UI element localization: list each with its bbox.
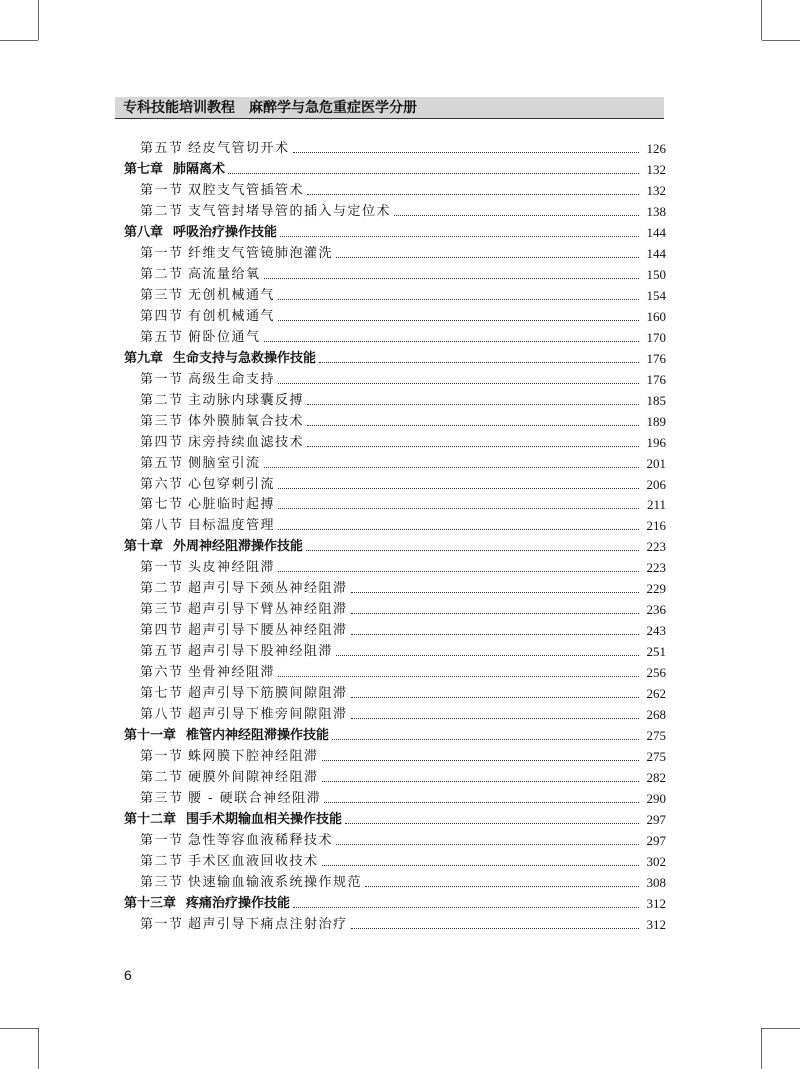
toc-entry-label [124,434,304,452]
toc-entry-number: 第三节 [140,602,184,618]
dot-leader [351,697,639,698]
toc-entry-title: 超声引导下腰丛神经阻滞 [188,623,348,639]
page-number: 6 [124,967,132,983]
toc-entry-label [124,895,290,913]
toc-entry-number: 第四节 [140,623,184,639]
toc-chapter-entry[interactable] [124,807,666,829]
toc-entry-number: 第二节 [140,581,184,597]
toc-entry-title: 超声引导下颈丛神经阻滞 [188,581,348,597]
toc-page-number: 132 [646,161,666,177]
toc-entry-label [124,476,275,494]
toc-entry-title: 超声引导下臂丛神经阻滞 [188,602,348,618]
toc-section-entry[interactable] [124,870,666,892]
toc-entry-title: 高级生命支持 [188,371,276,387]
toc-entry-number: 第八章 [124,224,164,240]
toc-entry-title: 硬膜外间隙神经阻滞 [188,770,319,786]
toc-entry-title: 心包穿刺引流 [188,476,276,492]
dot-leader [336,655,639,656]
toc-entry-title: 超声引导下股神经阻滞 [188,644,334,660]
toc-entry-label [124,622,348,640]
dot-leader [293,907,639,908]
dot-leader [322,781,639,782]
toc-entry-title: 体外膜肺氧合技术 [188,413,305,429]
toc-page-number: 223 [646,539,666,555]
toc-section-entry[interactable] [124,283,666,305]
toc-entry-number: 第三节 [140,791,184,807]
toc-entry-title: 心脏临时起搏 [188,497,276,513]
toc-entry-title: 高流量给氧 [188,266,261,282]
toc-section-entry[interactable] [124,199,666,221]
toc-page-number: 176 [646,371,666,387]
toc-section-entry[interactable] [124,513,666,535]
toc-entry-title: 外周神经阻滞操作技能 [173,539,304,555]
toc-page-number: 185 [646,392,666,408]
toc-entry-number: 第二节 [140,203,184,219]
dot-leader [264,341,639,342]
toc-entry-number: 第六节 [140,476,184,492]
toc-section-entry[interactable] [124,492,666,514]
running-header-title: 专科技能培训教程 麻醉学与急危重症医学分册 [123,100,417,116]
toc-section-entry[interactable] [124,325,666,347]
toc-chapter-entry[interactable] [124,346,666,368]
toc-entry-label [124,308,275,326]
toc-section-entry[interactable] [124,618,666,640]
dot-leader [351,928,639,929]
toc-section-entry[interactable] [124,430,666,452]
toc-section-entry[interactable] [124,472,666,494]
toc-entry-label [124,601,348,619]
toc-section-entry[interactable] [124,849,666,871]
dot-leader [307,425,639,426]
toc-section-entry[interactable] [124,451,666,473]
toc-entry-title: 围手术期输血相关操作技能 [186,812,343,828]
dot-leader [336,844,639,845]
toc-entry-number: 第二节 [140,853,184,869]
toc-entry-label [124,748,319,766]
toc-entry-title: 双腔支气管插管术 [188,182,305,198]
toc-section-entry[interactable] [124,241,666,263]
dot-leader [336,257,639,258]
toc-section-entry[interactable] [124,912,666,934]
toc-entry-title: 肺隔离术 [173,161,226,177]
toc-entry-label [124,685,348,703]
toc-entry-number: 第十三章 [124,895,177,911]
toc-page-number: 201 [646,455,666,471]
toc-section-entry[interactable] [124,388,666,410]
toc-entry-label [124,727,329,745]
toc-entry-number: 第五节 [140,644,184,660]
toc-entry-label [124,287,275,305]
toc-section-entry[interactable] [124,597,666,619]
toc-entry-label [124,853,319,871]
toc-page-number: 275 [646,749,666,765]
toc-entry-label [124,161,225,179]
toc-entry-label [124,706,348,724]
dot-leader [322,865,639,866]
dot-leader [264,467,639,468]
toc-entry-label [124,916,348,934]
dot-leader [351,613,639,614]
toc-entry-title: 纤维支气管镜肺泡灌洗 [188,245,334,261]
dot-leader [278,299,639,300]
toc-entry-number: 第一节 [140,749,184,765]
toc-entry-title: 手术区血液回收技术 [188,853,319,869]
toc-chapter-entry[interactable] [124,723,666,745]
toc-entry-number: 第一节 [140,371,184,387]
toc-entry-number: 第五节 [140,455,184,471]
toc-page-number: 170 [646,329,666,345]
toc-entry-label [124,580,348,598]
dot-leader [280,236,639,237]
toc-page-number: 290 [646,791,666,807]
toc-entry-label [124,664,275,682]
toc-page-number: 189 [646,413,666,429]
toc-entry-number: 第七节 [140,686,184,702]
toc-page-number: 144 [646,245,666,261]
toc-entry-label [124,182,304,200]
toc-page-number: 160 [646,308,666,324]
dot-leader [278,383,639,384]
dot-leader [306,550,639,551]
dot-leader [228,173,639,174]
toc-section-entry[interactable] [124,828,666,850]
toc-entry-number: 第十章 [124,539,164,555]
toc-page-number: 282 [646,770,666,786]
toc-entry-title: 支气管封堵导管的插入与定位术 [188,203,392,219]
toc-entry-title: 床旁持续血滤技术 [188,434,305,450]
toc-page-number: 308 [646,874,666,890]
dot-leader [278,571,639,572]
dot-leader [293,152,639,153]
toc-section-entry[interactable] [124,660,666,682]
toc-section-entry[interactable] [124,576,666,598]
dot-leader [365,886,639,887]
toc-page-number: 216 [646,518,666,534]
toc-entry-label [124,392,304,410]
toc-entry-number: 第二节 [140,266,184,282]
toc-entry-number: 第十二章 [124,812,177,828]
toc-entry-label [124,538,303,556]
dot-leader [278,320,639,321]
toc-page-number: 150 [646,266,666,282]
toc-entry-label [124,224,277,242]
toc-entry-label [124,517,275,535]
dot-leader [319,362,639,363]
toc-entry-label [124,790,321,808]
dot-leader [264,278,639,279]
toc-section-entry[interactable] [124,639,666,661]
toc-entry-number: 第八节 [140,707,184,723]
toc-entry-number: 第一节 [140,245,184,261]
dot-leader [322,760,639,761]
toc-entry-title: 俯卧位通气 [188,329,261,345]
dot-leader [324,802,639,803]
toc-section-entry[interactable] [124,744,666,766]
toc-entry-number: 第三节 [140,413,184,429]
toc-chapter-entry[interactable] [124,220,666,242]
toc-entry-number: 第二节 [140,392,184,408]
toc-entry-label [124,203,391,221]
toc-entry-title: 无创机械通气 [188,287,276,303]
dot-leader [345,823,639,824]
toc-section-entry[interactable] [124,262,666,284]
dot-leader [278,508,639,509]
toc-section-entry[interactable] [124,786,666,808]
toc-page-number: 251 [646,644,666,660]
toc-entry-title: 椎管内神经阻滞操作技能 [186,728,330,744]
toc-entry-title: 疼痛治疗操作技能 [186,895,291,911]
toc-page-number: 211 [646,497,666,513]
toc-entry-label [124,832,333,850]
toc-page-number: 138 [646,203,666,219]
toc-entry-label [124,643,333,661]
toc-entry-label [124,140,290,158]
toc-chapter-entry[interactable] [124,534,666,556]
toc-section-entry[interactable] [124,555,666,577]
dot-leader [332,739,639,740]
toc-entry-number: 第五节 [140,141,184,156]
toc-section-entry[interactable] [124,178,666,200]
toc-entry-title: 坐骨神经阻滞 [188,665,276,681]
toc-entry-title: 目标温度管理 [188,518,276,534]
toc-section-entry[interactable] [124,367,666,389]
dot-leader [278,676,639,677]
toc-entry-title: 有创机械通气 [188,308,276,324]
toc-entry-number: 第六节 [140,665,184,681]
toc-entry-label [124,350,316,368]
toc-entry-label [124,245,333,263]
toc-page-number: 297 [646,812,666,828]
toc-entry-label [124,559,275,577]
toc-entry-number: 第二节 [140,770,184,786]
toc-section-entry[interactable] [124,136,666,158]
toc-page-number: 275 [646,728,666,744]
toc-page-number: 196 [646,434,666,450]
dot-leader [351,592,639,593]
toc-entry-title: 超声引导下痛点注射治疗 [188,916,348,932]
toc-entry-number: 第十一章 [124,728,177,744]
dot-leader [278,488,639,489]
toc-entry-number: 第七节 [140,497,184,513]
toc-entry-title: 急性等容血液稀释技术 [188,833,334,848]
toc-entry-number: 第九章 [124,350,164,366]
toc-chapter-entry[interactable] [124,891,666,913]
dot-leader [351,718,639,719]
toc-entry-label [124,455,261,473]
dot-leader [307,194,639,195]
toc-entry-title: 生命支持与急救操作技能 [173,350,317,366]
toc-entry-label [124,371,275,389]
toc-entry-title: 经皮气管切开术 [188,141,290,156]
toc-entry-label [124,811,342,829]
toc-entry-title: 腰 - 硬联合神经阻滞 [188,791,322,807]
toc-page-number: 144 [646,224,666,240]
toc-entry-label [124,874,362,892]
toc-page-number: 302 [646,853,666,869]
toc-page-number: 126 [646,141,666,156]
dot-leader [278,529,639,530]
toc-entry-label [124,496,275,514]
toc-entry-number: 第四节 [140,308,184,324]
toc-section-entry[interactable] [124,681,666,703]
toc-entry-number: 第一节 [140,182,184,198]
toc-entry-label [124,413,304,431]
toc-entry-label [124,769,319,787]
toc-section-entry[interactable] [124,702,666,724]
toc-entry-title: 快速输血输液系统操作规范 [188,874,363,890]
toc-entry-label [124,266,261,284]
dot-leader [351,634,639,635]
toc-entry-number: 第一节 [140,833,184,848]
toc-entry-title: 头皮神经阻滞 [188,560,276,576]
toc-chapter-entry[interactable] [124,157,666,179]
toc-entry-title: 主动脉内球囊反搏 [188,392,305,408]
toc-page-number: 268 [646,707,666,723]
dot-leader [307,404,639,405]
toc-section-entry[interactable] [124,765,666,787]
toc-page-number: 297 [646,833,666,848]
dot-leader [307,446,639,447]
toc-page-number: 176 [646,350,666,366]
toc-page-number: 206 [646,476,666,492]
toc-section-entry[interactable] [124,409,666,431]
toc-entry-title: 超声引导下筋膜间隙阻滞 [188,686,348,702]
toc-page-number: 256 [646,665,666,681]
toc-page-number: 229 [646,581,666,597]
toc-page-number: 312 [646,895,666,911]
toc-page-number: 262 [646,686,666,702]
toc-entry-title: 超声引导下椎旁间隙阻滞 [188,707,348,723]
toc-page-number: 243 [646,623,666,639]
toc-page-number: 312 [646,916,666,932]
toc-entry-number: 第五节 [140,329,184,345]
toc-page-number: 236 [646,602,666,618]
toc-entry-number: 第三节 [140,287,184,303]
toc-entry-title: 呼吸治疗操作技能 [173,224,278,240]
toc-section-entry[interactable] [124,304,666,326]
toc-entry-number: 第七章 [124,161,164,177]
toc-entry-number: 第一节 [140,916,184,932]
toc-page-number: 223 [646,560,666,576]
toc-entry-label [124,329,261,347]
toc-page-number: 154 [646,287,666,303]
toc-entry-number: 第四节 [140,434,184,450]
toc-entry-number: 第一节 [140,560,184,576]
toc-entry-number: 第三节 [140,874,184,890]
toc-entry-title: 蛛网膜下腔神经阻滞 [188,749,319,765]
toc-entry-number: 第八节 [140,518,184,534]
toc-page-number: 132 [646,182,666,198]
toc-entry-title: 侧脑室引流 [188,455,261,471]
dot-leader [394,215,639,216]
